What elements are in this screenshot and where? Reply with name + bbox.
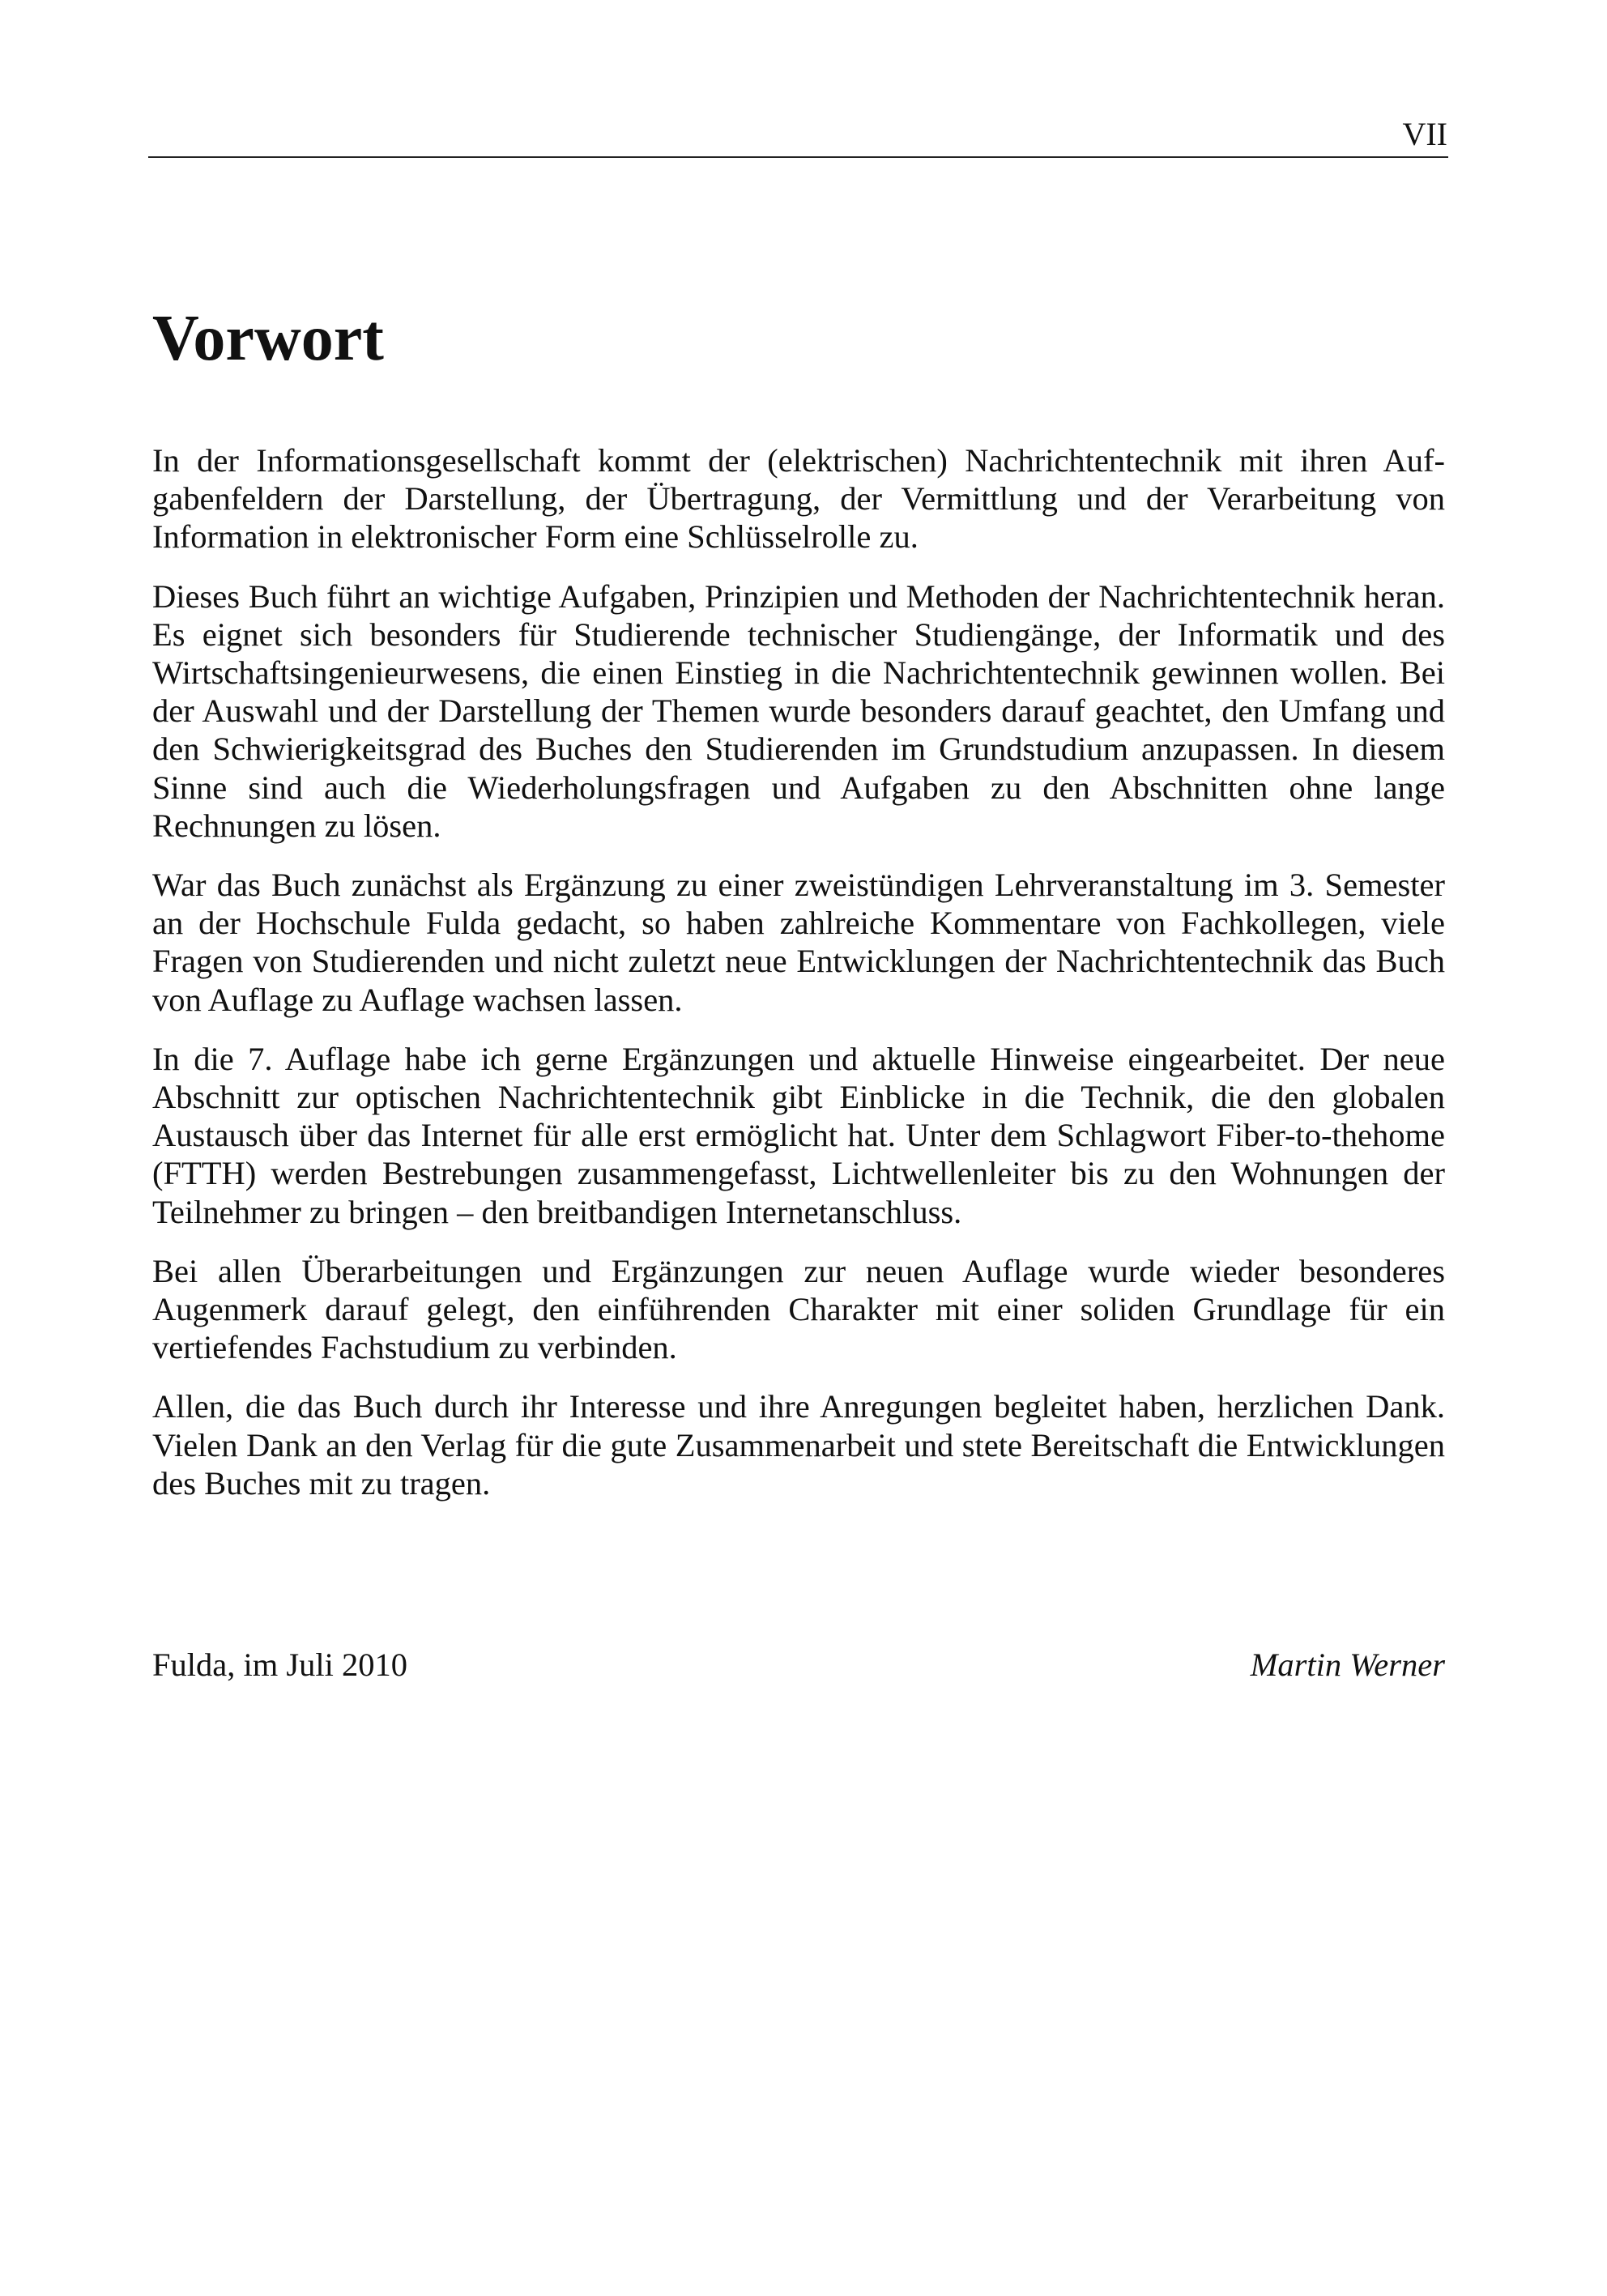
chapter-title: Vorwort — [152, 303, 384, 374]
paragraph-4: In die 7. Auflage habe ich gerne Ergänzungen und aktuelle Hinweise eingearbeitet. Der neue Abschnitt zur optischen Nachrichtentechnik gibt Einblicke in die Technik, die den globalen Austausch über das Internet für alle erst ermöglicht hat. Unter dem Schlagwort Fiber-to-thehome (FTTH) werden Bestrebungen zusammengefasst, Lichtwellenleiter bis zu den Wohnungen der Teilnehmer zu bringen – den breitbandigen Internetanschluss. — [152, 1040, 1445, 1230]
paragraph-1: In der Informationsgesellschaft kommt der (elektrischen) Nachrichtentechnik mit ihren Aufgabenfeldern der Darstellung, der Übertragung, der Vermittlung und der Verarbeitung von Information in elektronischer Form eine Schlüsselrolle zu. — [152, 442, 1445, 556]
paragraph-2: Dieses Buch führt an wichtige Aufgaben, Prinzipien und Methoden der Nachrichtentechnik heran. Es eignet sich besonders für Studierende technischer Studiengänge, der Informatik und des Wirtschaftsingenieurwesens, die einen Einstieg in die Nachrichtentechnik gewinnen wollen. Bei der Auswahl und der Darstellung der Themen wurde besonders darauf geachtet, den Umfang und den Schwierigkeitsgrad des Buches den Studierenden im Grundstudium anzupassen. In diesem Sinne sind auch die Wiederholungsfragen und Aufgaben zu den Abschnitten ohne lange Rechnungen zu lösen. — [152, 577, 1445, 844]
place-date: Fulda, im Juli 2010 — [152, 1646, 408, 1683]
paragraph-5: Bei allen Überarbeitungen und Ergänzungen zur neuen Auflage wurde wieder besonderes Augenmerk darauf gelegt, den einführenden Charakter mit einer soliden Grundlage für ein vertiefendes Fachstudium zu verbinden. — [152, 1252, 1445, 1366]
paragraph-3: War das Buch zunächst als Ergänzung zu einer zweistündigen Lehrveranstaltung im 3. Semester an der Hochschule Fulda gedacht, so haben zahlreiche Kommentare von Fachkollegen, viele Fragen von Studierenden und nicht zuletzt neue Entwicklungen der Nachrichtentechnik das Buch von Auflage zu Auflage wachsen lassen. — [152, 867, 1445, 1018]
body-text — [152, 441, 1445, 1523]
author-name: Martin Werner — [1250, 1646, 1445, 1683]
header-rule — [148, 156, 1448, 158]
page-number: VII — [1402, 116, 1447, 152]
paragraph-6: Allen, die das Buch durch ihr Interesse und ihre Anregungen begleitet haben, herzlichen Dank. Vielen Dank an den Verlag für die gute Zusammenarbeit und stete Bereitschaft die Entwicklungen des Buches mit zu tragen. — [152, 1388, 1445, 1502]
closing-line — [152, 1646, 1445, 1685]
